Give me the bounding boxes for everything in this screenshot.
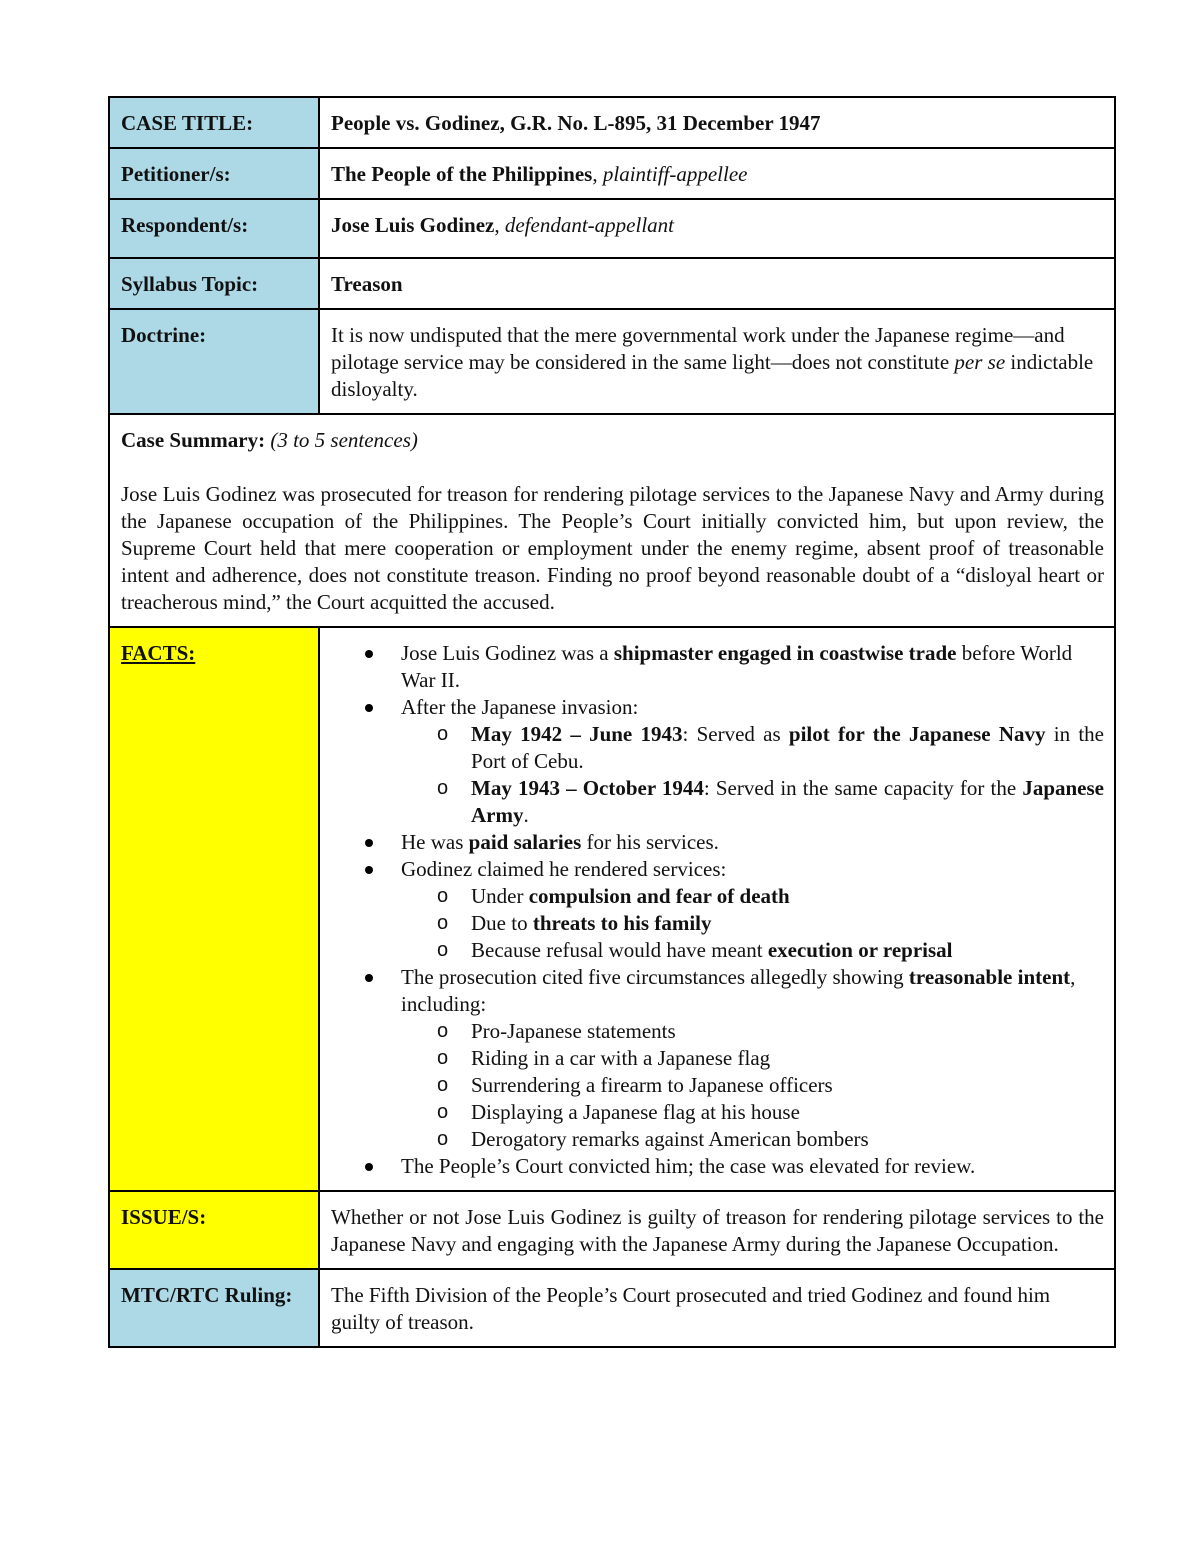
issue-row: [109, 1191, 1115, 1269]
facts-row: [109, 627, 1115, 1191]
ruling-text: The Fifth Division of the People’s Court prosecuted and tried Godinez and found him guilty of treason.: [319, 1269, 1115, 1347]
case-digest-page: [108, 96, 1116, 1348]
syllabus-label: Syllabus Topic:: [109, 258, 319, 309]
petitioner-row: [109, 148, 1115, 199]
fact-subitem: o Under compulsion and fear of death: [471, 883, 1104, 910]
issue-label: ISSUE/S:: [109, 1191, 319, 1269]
summary-row: [109, 414, 1115, 627]
fact-subitem: o May 1943 – October 1944: Served in the same capacity for the Japanese Army.: [471, 775, 1104, 829]
summary-text: Jose Luis Godinez was prosecuted for treason for rendering pilotage services to the Japanese Navy and Army during the Japanese occupation of the Philippines. The People’s Court initially convicted him, but upon review, the Supreme Court held that mere cooperation or employment under the enemy regime, absent proof of treasonable intent and adherence, does not constitute treason. Finding no proof beyond reasonable doubt of a “disloyal heart or treacherous mind,” the Court acquitted the accused.: [121, 482, 1104, 614]
fact-item: Godinez claimed he rendered services: o Under compulsion and fear of death o Due to threats to his family o Because refusal would have meant execution or reprisal: [401, 856, 1104, 964]
syllabus-row: [109, 258, 1115, 309]
summary-heading: Case Summary: (3 to 5 sentences): [121, 428, 418, 452]
case-digest-table: [108, 96, 1116, 1348]
petitioner-label: Petitioner/s:: [109, 148, 319, 199]
respondent-label: Respondent/s:: [109, 199, 319, 258]
fact-subitem: o Derogatory remarks against American bombers: [471, 1126, 1104, 1153]
petitioner-value: The People of the Philippines, plaintiff-appellee: [319, 148, 1115, 199]
fact-subitem: o Riding in a car with a Japanese flag: [471, 1045, 1104, 1072]
fact-item: Jose Luis Godinez was a shipmaster engaged in coastwise trade before World War II.: [401, 640, 1104, 694]
case-title-row: [109, 97, 1115, 148]
fact-subitem: o Surrendering a firearm to Japanese officers: [471, 1072, 1104, 1099]
ruling-label: MTC/RTC Ruling:: [109, 1269, 319, 1347]
case-title-value: People vs. Godinez, G.R. No. L-895, 31 December 1947: [319, 97, 1115, 148]
syllabus-value: Treason: [319, 258, 1115, 309]
fact-subitem: o Due to threats to his family: [471, 910, 1104, 937]
facts-list: [319, 627, 1115, 1191]
fact-item: The People’s Court convicted him; the case was elevated for review.: [401, 1153, 1104, 1180]
fact-item: The prosecution cited five circumstances allegedly showing treasonable intent, including: o Pro-Japanese statements o Riding in a car with a Japanese flag o Surrendering a firearm to Japanese officers o Displaying a Japanese flag at his house o Derogatory remarks against American bombers: [401, 964, 1104, 1153]
respondent-row: [109, 199, 1115, 258]
respondent-value: Jose Luis Godinez, defendant-appellant: [319, 199, 1115, 258]
fact-subitem: o Because refusal would have meant execution or reprisal: [471, 937, 1104, 964]
facts-label: FACTS:: [109, 627, 319, 1191]
fact-subitem: o Displaying a Japanese flag at his house: [471, 1099, 1104, 1126]
issue-text: Whether or not Jose Luis Godinez is guilty of treason for rendering pilotage services to the Japanese Navy and engaging with the Japanese Army during the Japanese Occupation.: [319, 1191, 1115, 1269]
fact-item: After the Japanese invasion: o May 1942 – June 1943: Served as pilot for the Japanese Navy in the Port of Cebu. o May 1943 – October 1944: Served in the same capacity for the Japanese Army.: [401, 694, 1104, 829]
case-title-label: CASE TITLE:: [109, 97, 319, 148]
doctrine-label: Doctrine:: [109, 309, 319, 414]
doctrine-value: It is now undisputed that the mere governmental work under the Japanese regime—and pilotage service may be considered in the same light—does not constitute per se indictable disloyalty.: [319, 309, 1115, 414]
ruling-row: [109, 1269, 1115, 1347]
doctrine-row: [109, 309, 1115, 414]
case-summary: [109, 414, 1115, 627]
fact-subitem: o Pro-Japanese statements: [471, 1018, 1104, 1045]
fact-item: He was paid salaries for his services.: [401, 829, 1104, 856]
fact-subitem: o May 1942 – June 1943: Served as pilot for the Japanese Navy in the Port of Cebu.: [471, 721, 1104, 775]
